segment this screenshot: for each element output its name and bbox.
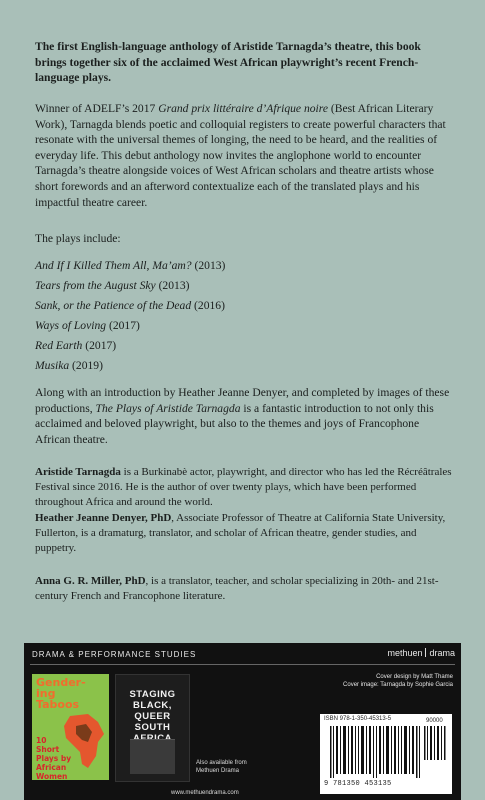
play-item (35, 316, 225, 336)
play-year: (2016) (191, 299, 225, 312)
plays-list (35, 256, 225, 376)
play-year: (2013) (155, 279, 190, 292)
isbn-number: ISBN 978-1-350-45313-5 (324, 716, 392, 722)
publisher-imprint: drama (429, 648, 455, 658)
africa-map-icon (62, 712, 106, 772)
play-title: Musika (35, 359, 70, 372)
play-title: Tears from the August Sky (35, 279, 156, 292)
price-code: 90000 (426, 718, 443, 724)
play-item (35, 356, 225, 376)
description-paragraph (35, 101, 455, 210)
lead-paragraph: The first English-language anthology of Aristide Tarnagda’s theatre, this book brings together six of the acclaimed West African playwright’s recent French-language plays. (35, 40, 421, 85)
play-item (35, 276, 225, 296)
band-divider (30, 664, 455, 665)
play-title: And If I Killed Them All, Ma’am? (35, 259, 192, 272)
bio-editor (35, 511, 460, 556)
publisher-logo (387, 648, 455, 658)
publisher-name: methuen (387, 648, 423, 658)
barcode-icon (330, 726, 420, 778)
play-year: (2013) (191, 259, 226, 272)
cover-credits (343, 673, 453, 689)
book-title: The Plays of Aristide Tarnagda (95, 401, 241, 415)
related-book-gendering-taboos (32, 674, 109, 780)
play-title: Ways of Loving (35, 319, 107, 332)
book-cover-subtitle: 10 Short Plays by African Women (36, 736, 72, 780)
introduction-paragraph (35, 385, 455, 447)
award-name: Grand prix littéraire d’Afrique noire (158, 102, 329, 115)
bio-name: Aristide Tarnagda (35, 466, 121, 478)
barcode-digits: 9 781350 453135 (324, 780, 392, 788)
book-cover-image (130, 739, 175, 774)
website-link[interactable]: www.methuendrama.com (171, 790, 239, 796)
bio-translator (35, 574, 460, 604)
play-year: (2019) (69, 359, 103, 372)
also-available-text: Also available from Methuen Drama (196, 760, 247, 774)
description-pre: Winner of ADELF’s 2017 (35, 102, 159, 115)
play-year: (2017) (82, 339, 117, 352)
play-item (35, 256, 225, 276)
play-title: Red Earth (35, 339, 83, 352)
bio-author (35, 465, 460, 510)
cover-image-credit: Cover image: Tarnagda by Sophie Garcia (343, 682, 453, 688)
plays-intro: The plays include: (35, 232, 121, 245)
bio-name: Heather Jeanne Denyer, PhD (35, 512, 172, 524)
play-year: (2017) (106, 319, 140, 332)
play-item (35, 296, 225, 316)
cover-design-credit: Cover design by Matt Thame (376, 674, 453, 680)
intro-post: is a fantastic introduction to not only this acclaimed and beloved playwright, but also to the themes and joys of Francophone African theatre. (35, 401, 434, 446)
isbn-barcode (320, 714, 452, 794)
description-post: (Best African Literary Work), Tarnagda blends poetic and colloquial registers to create powerful characters that resonate with the universal themes of longing, the need to be heard, and the realities of everyday life. This debut anthology now invites the anglophone world to encounter Tarnagda’s theatre alongside voices of West African scholars and theatre artists whose short forewords and an afterword contextualize each of the translated plays and his impactful theatre career. (35, 102, 446, 209)
bio-name: Anna G. R. Miller, PhD (35, 575, 146, 587)
intro-pre: Along with an introduction by Heather Jeanne Denyer, and completed by images of these productions, (35, 386, 450, 415)
bio-text: , Associate Professor of Theatre at California State University, Fullerton, is a dramaturg, translator, and scholar of African theatre, gender studies, and puppetry. (35, 512, 446, 554)
category-label: DRAMA & PERFORMANCE STUDIES (32, 650, 197, 659)
bio-text: , is a translator, teacher, and scholar specializing in 20th- and 21st-century French and Francophone literature. (35, 575, 439, 602)
price-barcode-icon (424, 726, 446, 760)
book-cover-title: Gender- ing Taboos (36, 676, 86, 711)
book-cover-title: STAGING BLACK, QUEER SOUTH (129, 689, 176, 733)
play-title: Sank, or the Patience of the Dead (35, 299, 192, 312)
related-book-staging-black-queer (115, 674, 190, 782)
publisher-divider (425, 648, 426, 657)
bio-text: is a Burkinabè actor, playwright, and director who has led the Récréâtrales Festival since 2016. He is the author of over twenty plays, which have been performed throughout Africa and around the world. (35, 466, 452, 508)
play-item (35, 336, 225, 356)
publisher-band (24, 643, 461, 800)
